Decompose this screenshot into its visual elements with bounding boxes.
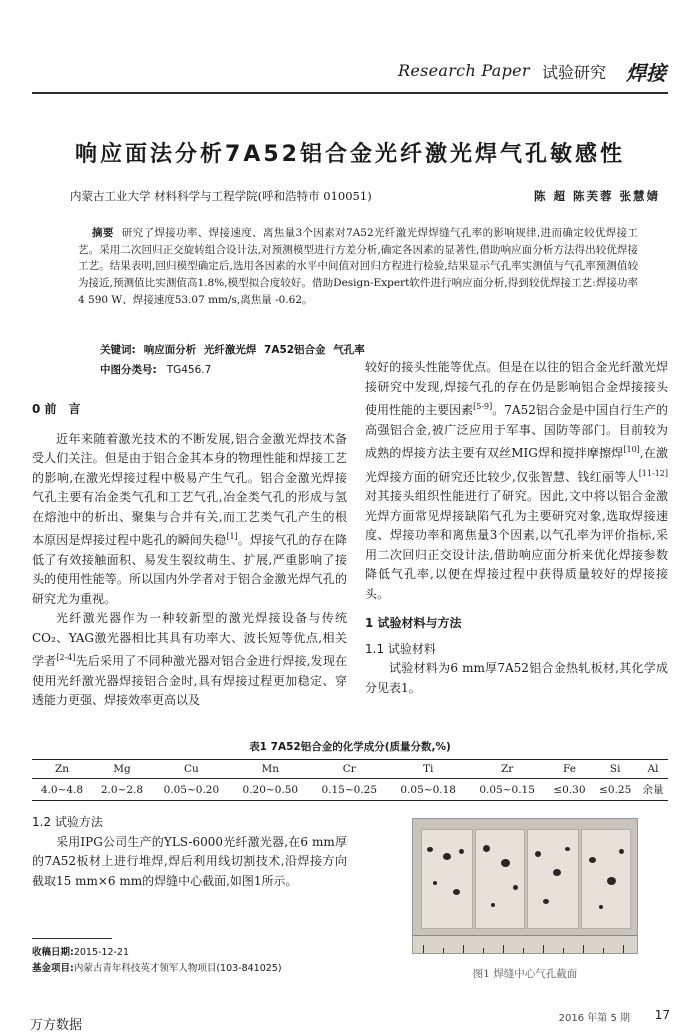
ruler-tick [443, 948, 444, 953]
table-header-cell: Zr [500, 763, 514, 775]
table-header-row [32, 760, 668, 779]
watermark: 万方数据 [30, 1018, 83, 1033]
pore [483, 845, 490, 852]
table-header-cell: Cr [342, 763, 356, 775]
fund-label: 基金项目: [32, 963, 74, 974]
table-header-cell: Fe [562, 763, 576, 775]
table-header-cell: Zn [54, 763, 69, 775]
table-header-cell: Mg [113, 763, 131, 775]
citation: [5-9] [473, 402, 493, 411]
intro-paragraph-1: 近年来随着激光技术的不断发展,铝合金激光焊技术备受人们关注。但是由于铝合金其本身的物理性能和焊接工艺的影响,在激光焊接过程中极易产生气孔。铝合金激光焊接气孔主要有冶金类气孔和工艺气孔,冶金类气孔的形成与氢在熔池中的析出、聚集与合并有关,而工艺类气孔产生的根本原因是焊接过程中匙孔的瞬间失稳[1]。焊接气孔的存在降低了有效接触面积、易发生裂纹萌生、扩展,严重影响了接头的使用性能等。所以国内外学者对于铝合金激光焊气孔的研究尤为重视。 [32, 431, 347, 606]
weld-sample [475, 829, 525, 929]
pore [553, 869, 561, 876]
pore [427, 847, 433, 852]
intro-heading: 0 前 言 [32, 402, 81, 416]
right-column [365, 358, 668, 698]
ruler-tick [523, 948, 524, 953]
table-cell: 余量 [642, 784, 664, 796]
paper-title: 响应面法分析7A52铝合金光纤激光焊气孔敏感性 [75, 142, 625, 167]
running-header [0, 0, 700, 100]
footnote-received [32, 944, 129, 958]
abstract [78, 225, 638, 309]
citation: [11-12] [638, 468, 668, 478]
keywords [100, 342, 365, 357]
ruler-tick [583, 945, 584, 953]
table-cell: ≤0.30 [553, 783, 586, 796]
pore [491, 903, 495, 907]
citation: [1] [226, 532, 238, 541]
header-section-label: 试验研究 [542, 63, 607, 82]
table-cell: 4.0~4.8 [40, 783, 84, 796]
pore [589, 857, 596, 863]
ruler-tick [543, 945, 544, 953]
pore [433, 881, 437, 885]
table-header-cell: Cu [183, 763, 199, 775]
weld-sample [581, 829, 631, 929]
table-header-cell: Al [647, 763, 659, 775]
pore [459, 849, 464, 854]
weld-cross-section-photo [412, 818, 638, 954]
table-cell: 2.0~2.8 [100, 783, 144, 796]
ruler-tick [623, 945, 624, 953]
citation: [2-4] [56, 653, 76, 662]
ruler-tick [603, 948, 604, 953]
weld-sample [421, 829, 473, 929]
received-date: 2015-12-21 [73, 947, 130, 958]
pore [607, 877, 616, 885]
page-number: 17 [654, 1008, 670, 1022]
header-rule [32, 92, 668, 94]
figure-caption: 图1 焊缝中心气孔截面 [472, 968, 578, 980]
pore [565, 847, 570, 851]
pore [443, 853, 451, 860]
footnote-fund [32, 960, 282, 974]
byline [70, 188, 660, 204]
table-cell: 0.20~0.50 [242, 783, 299, 796]
pore [453, 889, 460, 895]
table-row [32, 779, 668, 801]
section1-heading: 1 试验材料与方法 [365, 616, 462, 630]
ruler-tick [423, 945, 424, 953]
section1-2-heading: 1.2 试验方法 [32, 815, 103, 829]
section1-1-heading: 1.1 试验材料 [365, 641, 436, 656]
composition-table [32, 759, 668, 801]
header-italic-title: Research Paper [398, 61, 530, 80]
keywords-value: 响应面分析 光纤激光焊 7A52铝合金 气孔率 [143, 344, 365, 356]
pore [501, 859, 510, 867]
section1-2-text: 采用IPG公司生产的YLS-6000光纤激光器,在6 mm厚的7A52板材上进行堆焊,焊后利用线切割技术,沿焊接方向截取15 mm×6 mm的焊缝中心截面,如图1所示。 [32, 834, 347, 888]
ruler [413, 935, 637, 953]
pore [619, 849, 624, 854]
ruler-tick [463, 945, 464, 953]
table-cell: 0.05~0.18 [400, 783, 456, 796]
classification-label: 中图分类号: [100, 364, 157, 376]
fund-text: 内蒙古青年科技英才领军人物项目(103-841025) [73, 963, 282, 974]
classification-value: TG456.7 [166, 364, 212, 376]
table-caption: 表1 7A52铝合金的化学成分(质量分数,%) [249, 741, 451, 753]
citation: [10] [623, 445, 640, 454]
weld-sample [527, 829, 579, 929]
affiliation: 内蒙古工业大学 材料科学与工程学院(呼和浩特市 010051) [70, 189, 372, 203]
section1-2 [32, 813, 347, 891]
pore [513, 885, 518, 890]
pore [535, 851, 541, 857]
issue-label: 2016 年第 5 期 [558, 1013, 630, 1024]
section1-1-text: 试验材料为6 mm厚7A52铝合金热轧板材,其化学成分见表1。 [365, 661, 668, 695]
table-cell: 0.15~0.25 [321, 783, 378, 796]
abstract-text: 研究了焊接功率、焊接速度、离焦量3个因素对7A52光纤激光焊焊缝气孔率的影响规律,进而确定较优焊接工艺。采用二次回归正交旋转组合设计法,对预测模型进行方差分析,确定各因素的显著性,借助响应面分析方法得出较优焊接工艺。结果表明,回归模型确定后,选用各因素的水平中间值对回归方程进行检验,结果显示气孔率实测值与气孔率预测值较为接近,预测值比实测值高1.8%,模型拟合度较好。借助Design-Expert软件进行响应面分析,得到较优焊接工艺:焊接功率4 590 W、焊接速度53.07 mm/s,离焦量 -0.62。 [78, 227, 639, 306]
classification [100, 362, 211, 377]
table-header-cell: Mn [261, 763, 280, 775]
pore [599, 905, 603, 909]
keywords-label: 关键词: [100, 344, 136, 356]
received-label: 收稿日期: [32, 947, 74, 958]
table-cell: 0.05~0.20 [163, 783, 220, 796]
intro-paragraph-2: 光纤激光器作为一种较新型的激光焊接设备与传统CO₂、YAG激光器相比其具有功率大、波长短等优点,相关学者[2-4]先后采用了不同种激光器对铝合金进行焊接,发现在使用光纤激光器焊接铝合金时,具有焊接过程更加稳定、穿透能力更强、焊接效率更高以及 [32, 611, 347, 707]
footnote-rule [32, 938, 112, 939]
ruler-tick [483, 948, 484, 953]
journal-logo: 焊接 [626, 61, 666, 85]
table-header-cell: Si [609, 763, 621, 775]
ruler-tick [563, 948, 564, 953]
left-column [32, 398, 347, 711]
table-cell: 0.05~0.15 [479, 783, 535, 796]
table-header-cell: Ti [423, 763, 434, 775]
pore [543, 899, 549, 904]
abstract-label: 摘要 [92, 227, 114, 239]
intro-paragraph-3: 较好的接头性能等优点。但是在以往的铝合金光纤激光焊接研究中发现,焊接气孔的存在仍是影响铝合金焊接接头使用性能的主要因素[5-9]。7A52铝合金是中国自行生产的高强铝合金,被广泛应用于军事、国防等部门。目前较为成熟的焊接方法主要有双丝MIG焊和搅拌摩擦焊[10],在激光焊接方面的研究还比较少,仅张智慧、钱红丽等人[11-12]对其接头组织性能进行了研究。因此,文中将以铝合金激光焊方面常见焊接缺陷气孔为主要研究对象,选取焊接速度、焊接功率和离焦量3个因素,以气孔率为评价指标,采用二次回归正交设计法,借助响应面分析来优化焊接参数降低气孔率,以便在焊接过程中获得质量较好的焊接接头。 [365, 360, 668, 601]
ruler-tick [503, 945, 504, 953]
authors: 陈 超 陈芙蓉 张慧婧 [533, 189, 660, 203]
table-cell: ≤0.25 [599, 783, 632, 796]
